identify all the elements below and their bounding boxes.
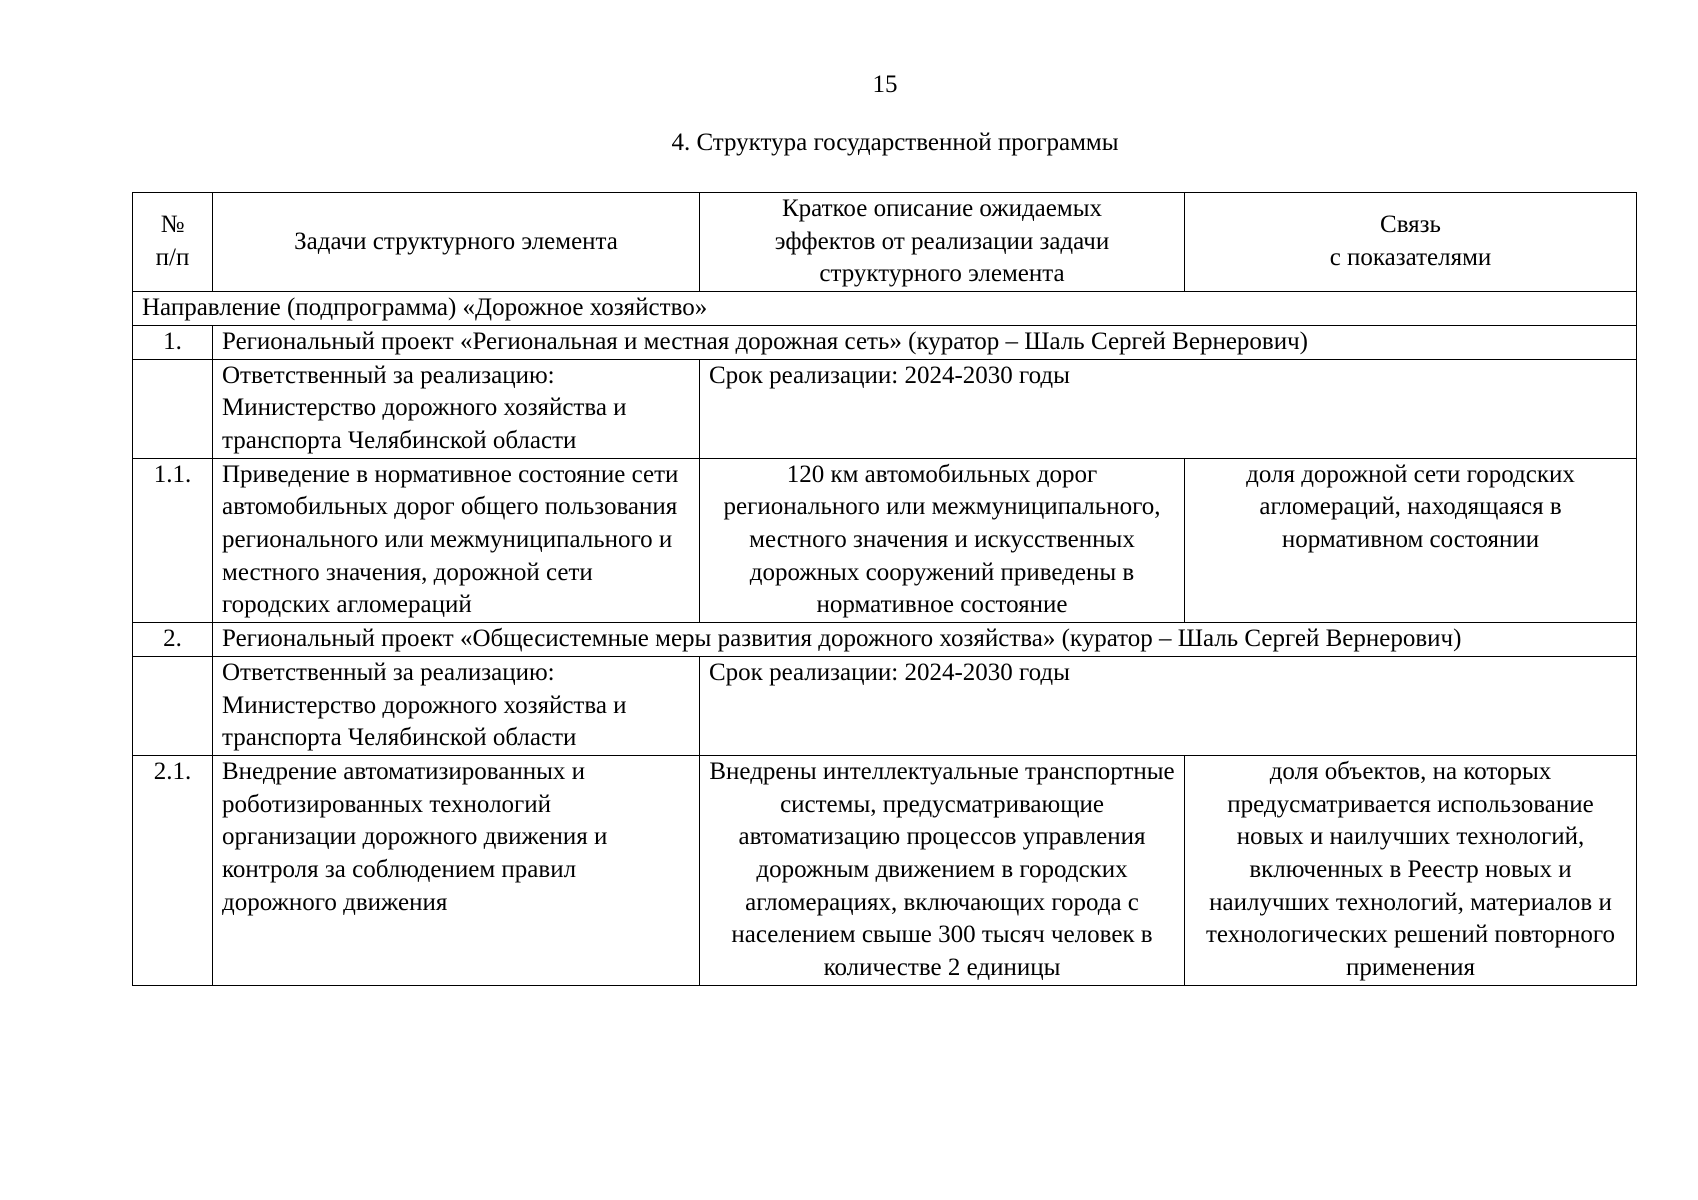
- task-row: [133, 458, 1637, 623]
- header-effect-line1: Краткое описание ожидаемых: [782, 195, 1102, 222]
- header-num: [133, 193, 213, 292]
- table-header-row: [133, 193, 1637, 292]
- header-task: Задачи структурного элемента: [213, 193, 700, 292]
- project-title: Региональный проект «Региональная и местная дорожная сеть» (куратор – Шаль Сергей Вернерович): [213, 325, 1637, 359]
- task-text: Внедрение автоматизированных и роботизированных технологий организации дорожного движения и контроля за соблюдением правил дорожного движения: [213, 755, 700, 985]
- empty-cell: [133, 656, 213, 755]
- header-effect: [700, 193, 1185, 292]
- project-row: [133, 325, 1637, 359]
- project-num: 1.: [133, 325, 213, 359]
- header-link: [1185, 193, 1637, 292]
- task-effect: 120 км автомобильных дорог регионального или межмуниципального, местного значения и искусственных дорожных сооружений приведены в нормативное состояние: [700, 458, 1185, 623]
- task-indicator: доля дорожной сети городских агломераций, находящаяся в нормативном состоянии: [1185, 458, 1637, 623]
- project-responsible: Ответственный за реализацию: Министерство дорожного хозяйства и транспорта Челябинской области: [213, 359, 700, 458]
- task-row: [133, 755, 1637, 985]
- project-responsible: Ответственный за реализацию: Министерство дорожного хозяйства и транспорта Челябинской области: [213, 656, 700, 755]
- header-effect-line3: структурного элемента: [819, 260, 1065, 288]
- empty-cell: [133, 359, 213, 458]
- section-title: 4. Структура государственной программы: [671, 129, 1119, 156]
- program-structure-table: [132, 192, 1637, 986]
- page-number: 15: [872, 71, 898, 98]
- task-effect: Внедрены интеллектуальные транспортные системы, предусматривающие автоматизацию процессов управления дорожным движением в городских агломерациях, включающих города с населением свыше 300 тысяч человек в количестве 2 единицы: [700, 755, 1185, 985]
- project-term: Срок реализации: 2024-2030 годы: [700, 359, 1637, 458]
- header-num-line2: п/п: [155, 244, 190, 272]
- header-effect-line2: эффектов от реализации задачи: [774, 227, 1110, 255]
- direction-cell: Направление (подпрограмма) «Дорожное хозяйство»: [133, 292, 1637, 326]
- project-row: [133, 623, 1637, 657]
- header-link-line1: Связь: [1380, 211, 1441, 239]
- task-text: Приведение в нормативное состояние сети автомобильных дорог общего пользования регионального или межмуниципального и местного значения, дорожной сети городских агломераций: [213, 458, 700, 623]
- header-num-line1: №: [160, 211, 185, 239]
- direction-row: [133, 292, 1637, 326]
- task-num: 2.1.: [133, 755, 213, 985]
- project-info-row: [133, 656, 1637, 755]
- project-term: Срок реализации: 2024-2030 годы: [700, 656, 1637, 755]
- project-num: 2.: [133, 623, 213, 657]
- project-title: Региональный проект «Общесистемные меры развития дорожного хозяйства» (куратор – Шаль Сергей Вернерович): [213, 623, 1637, 657]
- task-num: 1.1.: [133, 458, 213, 623]
- task-indicator: доля объектов, на которых предусматривается использование новых и наилучших технологий, включенных в Реестр новых и наилучших технологий, материалов и технологических решений повторного применения: [1185, 755, 1637, 985]
- header-link-line2: с показателями: [1329, 244, 1492, 272]
- project-info-row: [133, 359, 1637, 458]
